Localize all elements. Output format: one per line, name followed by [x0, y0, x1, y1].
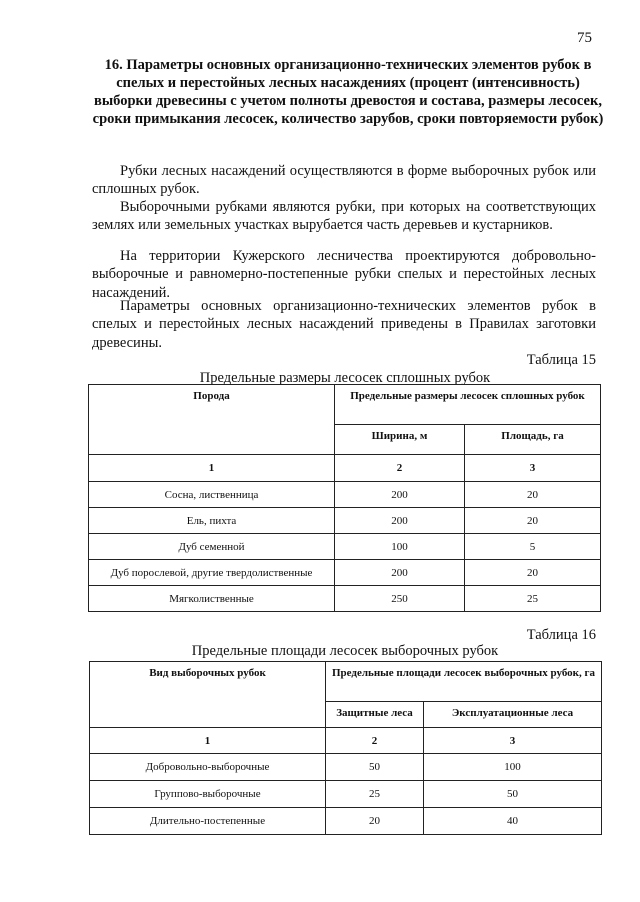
t16-row-name: Длительно-постепенные	[90, 808, 326, 835]
t16-row-name: Группово-выборочные	[90, 781, 326, 808]
t16-row-operational: 40	[424, 808, 602, 835]
paragraph-3: На территории Кужерского лесничества проектируются добровольно-выборочные и равномерно-постепенные рубки спелых и перестойных лесных насаждений.	[92, 247, 596, 301]
t15-num-2: 2	[335, 455, 465, 482]
t15-header-species: Порода	[89, 385, 335, 455]
t16-num-1: 1	[90, 728, 326, 754]
t15-row-width: 200	[335, 482, 465, 508]
t16-row-operational: 100	[424, 754, 602, 781]
table-15-label: Таблица 15	[526, 352, 596, 368]
t15-header-group: Предельные размеры лесосек сплошных рубок	[335, 385, 601, 425]
t16-row-protective: 25	[326, 781, 424, 808]
page-number: 75	[577, 30, 592, 46]
t15-row-area: 5	[465, 534, 601, 560]
t16-num-3: 3	[424, 728, 602, 754]
t15-header-width: Ширина, м	[335, 425, 465, 455]
t15-row-name: Сосна, лиственница	[89, 482, 335, 508]
table-16-title: Предельные площади лесосек выборочных рубок	[191, 643, 499, 659]
t15-row-area: 25	[465, 586, 601, 612]
t15-num-1: 1	[89, 455, 335, 482]
table-16-label: Таблица 16	[526, 627, 596, 643]
table-16	[89, 661, 602, 835]
t15-row-name: Дуб порослевой, другие твердолиственные	[89, 560, 335, 586]
t15-row-width: 100	[335, 534, 465, 560]
table-15-title: Предельные размеры лесосек сплошных рубок	[199, 370, 491, 386]
t16-row-name: Добровольно-выборочные	[90, 754, 326, 781]
t15-row-width: 200	[335, 508, 465, 534]
t16-header-operational: Эксплуатационные леса	[424, 702, 602, 728]
t15-row-name: Дуб семенной	[89, 534, 335, 560]
t15-row-width: 200	[335, 560, 465, 586]
t16-row-protective: 50	[326, 754, 424, 781]
t15-row-area: 20	[465, 508, 601, 534]
paragraph-1: Рубки лесных насаждений осуществляются в форме выборочных рубок или сплошных рубок.	[92, 162, 596, 197]
t15-num-3: 3	[465, 455, 601, 482]
t15-row-name: Ель, пихта	[89, 508, 335, 534]
t15-row-width: 250	[335, 586, 465, 612]
t15-row-area: 20	[465, 560, 601, 586]
table-15	[88, 384, 601, 612]
t15-row-name: Мягколиственные	[89, 586, 335, 612]
paragraph-2: Выборочными рубками являются рубки, при которых на соответствующих землях или земельных участках вырубается часть деревьев и кустарников.	[92, 198, 596, 233]
t15-row-area: 20	[465, 482, 601, 508]
paragraph-4: Параметры основных организационно-технических элементов рубок в спелых и перестойных лесных насаждений приведены в Правилах заготовки древесины.	[92, 297, 596, 351]
t16-header-protective: Защитные леса	[326, 702, 424, 728]
t15-header-area: Площадь, га	[465, 425, 601, 455]
t16-num-2: 2	[326, 728, 424, 754]
section-heading: 16. Параметры основных организационно-технических элементов рубок в спелых и перестойных лесных насаждениях (процент (интенсивность) выборки древесины с учетом полноты древостоя и состава, размеры лесосек, сроки примыкания лесосек, количество зарубов, сроки повторяемости рубок)	[92, 57, 604, 127]
t16-header-group: Предельные площади лесосек выборочных рубок, га	[326, 662, 602, 702]
t16-row-operational: 50	[424, 781, 602, 808]
t16-header-type: Вид выборочных рубок	[90, 662, 326, 728]
t16-row-protective: 20	[326, 808, 424, 835]
